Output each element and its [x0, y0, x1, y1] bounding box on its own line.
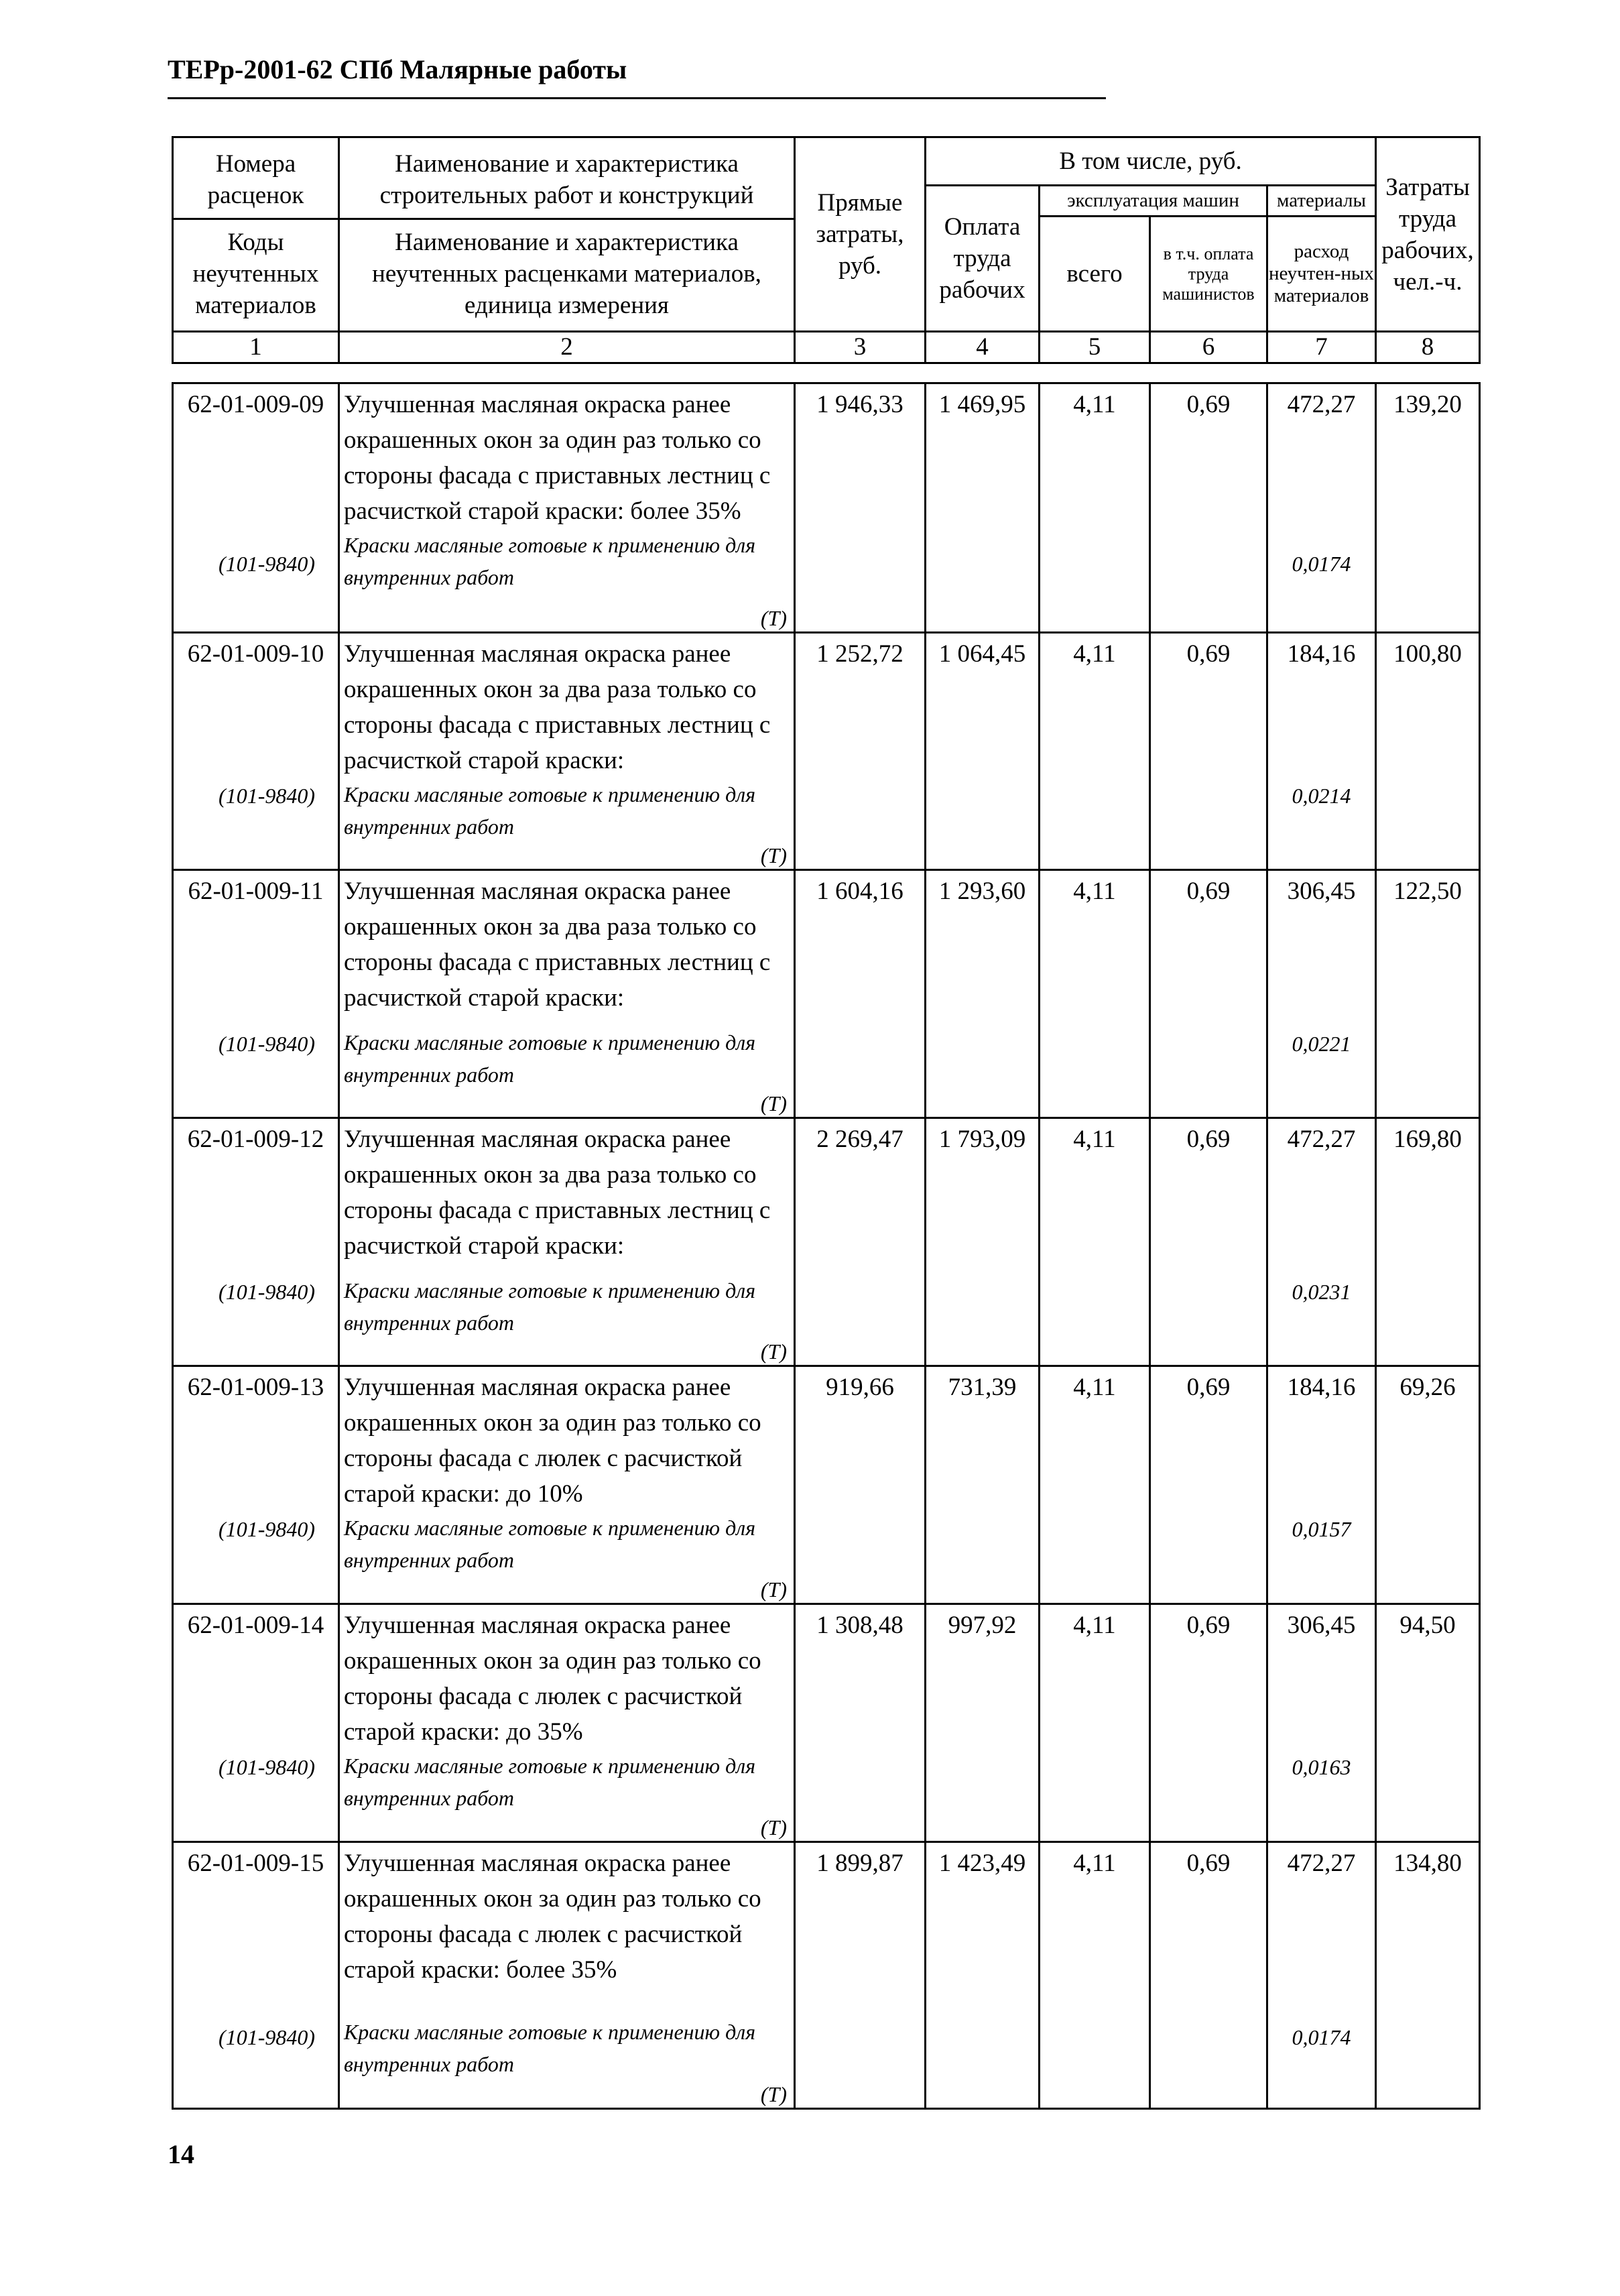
- machines-total: 4,11: [1040, 1842, 1150, 2109]
- unit-mark: (Т): [760, 843, 787, 867]
- material-code: (101-9840): [219, 1755, 315, 1779]
- rates-table: [172, 382, 1481, 2110]
- material-usage: 0,0163: [1292, 1755, 1351, 1779]
- labor-pay: 1 293,60: [926, 870, 1040, 1118]
- unit-mark: (Т): [760, 2082, 787, 2106]
- direct-costs: 1 252,72: [795, 633, 926, 870]
- work-description: Улучшенная масляная окраска ранее окрашенных окон за два раза только со стороны фасада с приставных лестниц с расчисткой старой краски:: [344, 878, 771, 1012]
- labor-hours: 169,80: [1376, 1118, 1480, 1366]
- col-header-rate-numbers: Номера расценок: [174, 144, 338, 220]
- unit-mark: (Т): [760, 1091, 787, 1115]
- labor-hours: 122,50: [1376, 870, 1480, 1118]
- direct-costs: 1 899,87: [795, 1842, 926, 2109]
- material-usage: 0,0174: [1292, 2025, 1351, 2049]
- machinist-pay: 0,69: [1150, 1118, 1267, 1366]
- column-number: 8: [1376, 332, 1480, 363]
- table-row: [173, 1118, 1480, 1366]
- direct-costs: 1 308,48: [795, 1604, 926, 1842]
- materials-cost: 306,45: [1287, 878, 1356, 905]
- unit-mark: (Т): [760, 606, 787, 630]
- materials-cost: 472,27: [1287, 391, 1356, 418]
- labor-pay: 1 064,45: [926, 633, 1040, 870]
- labor-hours: 69,26: [1376, 1366, 1480, 1604]
- col-header-group: В том числе, руб.: [926, 137, 1376, 186]
- rate-code: 62-01-009-12: [187, 1126, 324, 1153]
- labor-hours: 100,80: [1376, 633, 1480, 870]
- labor-hours: 134,80: [1376, 1842, 1480, 2109]
- header-rule: [168, 97, 1106, 99]
- rate-code: 62-01-009-09: [187, 391, 324, 418]
- table-header: [172, 136, 1481, 364]
- materials-cost: 472,27: [1287, 1126, 1356, 1153]
- machines-total: 4,11: [1040, 1366, 1150, 1604]
- unit-mark: (Т): [760, 1339, 787, 1364]
- column-number: 3: [795, 332, 926, 363]
- col-header-labor-hours: Затраты труда рабочих, чел.-ч.: [1376, 137, 1480, 332]
- machinist-pay: 0,69: [1150, 1842, 1267, 2109]
- material-usage: 0,0214: [1292, 784, 1351, 808]
- col-header-work-description: Наименование и характеристика строительных работ и конструкций: [340, 144, 794, 220]
- material-usage: 0,0221: [1292, 1032, 1351, 1056]
- material-usage: 0,0231: [1292, 1280, 1351, 1304]
- machines-total: 4,11: [1040, 383, 1150, 633]
- direct-costs: 1 946,33: [795, 383, 926, 633]
- column-number: 5: [1040, 332, 1150, 363]
- column-number: 2: [339, 332, 795, 363]
- rate-code: 62-01-009-11: [188, 878, 324, 905]
- table-row: [173, 633, 1480, 870]
- table-row: [173, 1604, 1480, 1842]
- material-description: Краски масляные готовые к применению для внутренних работ: [344, 1278, 756, 1335]
- work-description: Улучшенная масляная окраска ранее окрашенных окон за два раза только со стороны фасада с приставных лестниц с расчисткой старой краски:: [344, 640, 771, 774]
- page-number: 14: [168, 2139, 194, 2169]
- table-row: [173, 870, 1480, 1118]
- materials-cost: 306,45: [1287, 1612, 1356, 1639]
- machinist-pay: 0,69: [1150, 633, 1267, 870]
- column-number: 1: [173, 332, 339, 363]
- material-code: (101-9840): [219, 552, 315, 576]
- materials-cost: 184,16: [1287, 640, 1356, 668]
- labor-pay: 731,39: [926, 1366, 1040, 1604]
- machines-total: 4,11: [1040, 1118, 1150, 1366]
- rate-code: 62-01-009-10: [187, 640, 324, 668]
- col-header-materials: материалы: [1267, 186, 1376, 217]
- material-usage: 0,0174: [1292, 552, 1351, 576]
- machines-total: 4,11: [1040, 1604, 1150, 1842]
- column-number: 4: [926, 332, 1040, 363]
- material-code: (101-9840): [219, 1032, 315, 1056]
- column-number: 7: [1267, 332, 1376, 363]
- work-description: Улучшенная масляная окраска ранее окрашенных окон за два раза только со стороны фасада с приставных лестниц с расчисткой старой краски:: [344, 1126, 771, 1260]
- materials-cost: 472,27: [1287, 1850, 1356, 1877]
- table-row: [173, 1366, 1480, 1604]
- col-header-material-description: Наименование и характеристика неучтенных расценками материалов, единица измерения: [372, 228, 761, 319]
- work-description: Улучшенная масляная окраска ранее окрашенных окон за один раз только со стороны фасада с люлек с расчисткой старой краски: до 35%: [344, 1612, 761, 1746]
- table-row: [173, 383, 1480, 633]
- col-header-material-usage: расход неучтен-ных материалов: [1267, 217, 1376, 332]
- column-number: 6: [1150, 332, 1267, 363]
- material-code: (101-9840): [219, 1280, 315, 1304]
- material-code: (101-9840): [219, 1517, 315, 1541]
- work-description: Улучшенная масляная окраска ранее окрашенных окон за один раз только со стороны фасада с приставных лестниц с расчисткой старой краски: более 35%: [344, 391, 771, 525]
- column-numbers-row: [173, 332, 1480, 363]
- labor-hours: 94,50: [1376, 1604, 1480, 1842]
- labor-pay: 997,92: [926, 1604, 1040, 1842]
- work-description: Улучшенная масляная окраска ранее окрашенных окон за один раз только со стороны фасада с люлек с расчисткой старой краски: до 10%: [344, 1374, 761, 1508]
- machinist-pay: 0,69: [1150, 1366, 1267, 1604]
- machinist-pay: 0,69: [1150, 383, 1267, 633]
- col-header-machines: эксплуатация машин: [1040, 186, 1267, 217]
- direct-costs: 2 269,47: [795, 1118, 926, 1366]
- unit-mark: (Т): [760, 1577, 787, 1602]
- labor-pay: 1 469,95: [926, 383, 1040, 633]
- unit-mark: (Т): [760, 1815, 787, 1839]
- material-code: (101-9840): [219, 2025, 315, 2049]
- rate-code: 62-01-009-15: [187, 1850, 324, 1877]
- machines-total: 4,11: [1040, 633, 1150, 870]
- col-header-labor-pay: Оплата труда рабочих: [926, 186, 1040, 332]
- labor-pay: 1 793,09: [926, 1118, 1040, 1366]
- col-header-machines-total: всего: [1040, 217, 1150, 332]
- material-description: Краски масляные готовые к применению для внутренних работ: [344, 533, 756, 589]
- machinist-pay: 0,69: [1150, 1604, 1267, 1842]
- page-header-title: ТЕРр-2001-62 СПб Малярные работы: [168, 54, 627, 84]
- material-usage: 0,0157: [1292, 1517, 1351, 1541]
- labor-pay: 1 423,49: [926, 1842, 1040, 2109]
- material-description: Краски масляные готовые к применению для внутренних работ: [344, 1754, 756, 1810]
- material-description: Краски масляные готовые к применению для внутренних работ: [344, 1030, 756, 1087]
- rate-code: 62-01-009-14: [187, 1612, 324, 1639]
- work-description: Улучшенная масляная окраска ранее окрашенных окон за один раз только со стороны фасада с люлек с расчисткой старой краски: более 35%: [344, 1850, 761, 1984]
- col-header-direct-costs: Прямые затраты, руб.: [795, 137, 926, 332]
- materials-cost: 184,16: [1287, 1374, 1356, 1401]
- material-description: Краски масляные готовые к применению для внутренних работ: [344, 782, 756, 839]
- direct-costs: 919,66: [795, 1366, 926, 1604]
- material-description: Краски масляные готовые к применению для внутренних работ: [344, 2020, 756, 2076]
- material-code: (101-9840): [219, 784, 315, 808]
- direct-costs: 1 604,16: [795, 870, 926, 1118]
- col-header-machinist-pay: в т.ч. оплата труда машинистов: [1150, 217, 1267, 332]
- machinist-pay: 0,69: [1150, 870, 1267, 1118]
- col-header-material-codes: Коды неучтенных материалов: [192, 228, 319, 319]
- labor-hours: 139,20: [1376, 383, 1480, 633]
- table-row: [173, 1842, 1480, 2109]
- material-description: Краски масляные готовые к применению для внутренних работ: [344, 1516, 756, 1572]
- machines-total: 4,11: [1040, 870, 1150, 1118]
- rate-code: 62-01-009-13: [187, 1374, 324, 1401]
